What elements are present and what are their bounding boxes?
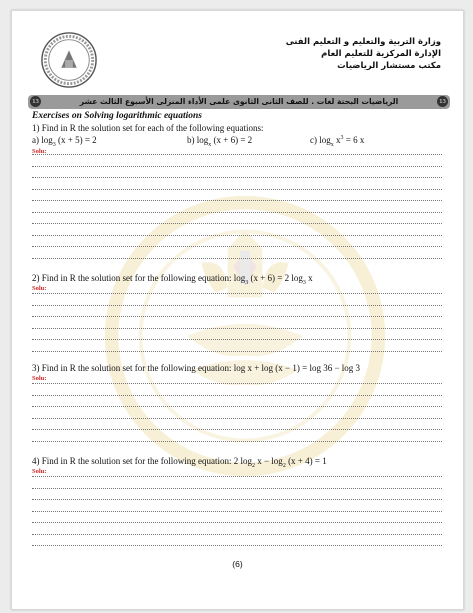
question-1b: b) $\log_x (x + 6) = 2$ bbox=[187, 135, 253, 148]
question-1-text: 1) Find in R the solution set for each of the following equations: bbox=[32, 123, 264, 133]
question-1-answer-lines bbox=[32, 154, 442, 269]
ministry-seal-logo bbox=[40, 31, 98, 89]
question-4-text: 4) Find in R the solution set for the following equation: 2 $\log_2 x - \log_2 (x + 4) = 1$ bbox=[32, 456, 327, 469]
ministry-header bbox=[286, 36, 441, 72]
title-banner bbox=[28, 95, 450, 109]
ministry-line-1: وزارة التربية والتعليم و التعليم الفنى bbox=[285, 37, 441, 47]
ministry-line-3: مكتب مستشار الرياضيات bbox=[337, 61, 441, 71]
question-1c: c) $\log_x x^3 = 6$ x bbox=[310, 135, 365, 148]
question-2-answer-lines bbox=[32, 293, 442, 362]
question-1-solu-label: Solu: bbox=[32, 148, 47, 155]
question-3-text: 3) Find in R the solution set for the following equation: log x + log (x − 1) = log 36 − log 3 bbox=[32, 363, 361, 373]
question-3-solu-label: Solu: bbox=[32, 375, 47, 382]
question-3-answer-lines bbox=[32, 383, 442, 452]
question-4-solu-label: Solu: bbox=[32, 468, 47, 475]
ministry-line-2: الإدارة المركزية للتعليم العام bbox=[321, 49, 441, 59]
week-number-badge-right: 13 bbox=[437, 96, 448, 107]
page-number: (6) bbox=[232, 559, 243, 569]
banner-title: الرياضيات البحتة لغات . للصف الثانى الثانوى علمى الأداء المنزلى الأسبوع الثالث عشر bbox=[79, 97, 399, 106]
question-2-text: 2) Find in R the solution set for the following equation: $\log_3 (x + 6) = 2$ $\log_3 x$ bbox=[32, 273, 313, 286]
question-1a: a) $\log_3 (x + 5) = 2$ bbox=[32, 135, 97, 148]
worksheet-page bbox=[11, 10, 464, 610]
question-4-answer-lines bbox=[32, 476, 442, 557]
section-title: Exercises on Solving logarithmic equations bbox=[32, 111, 202, 121]
week-number-badge-left: 13 bbox=[30, 96, 41, 107]
question-2-solu-label: Solu: bbox=[32, 285, 47, 292]
